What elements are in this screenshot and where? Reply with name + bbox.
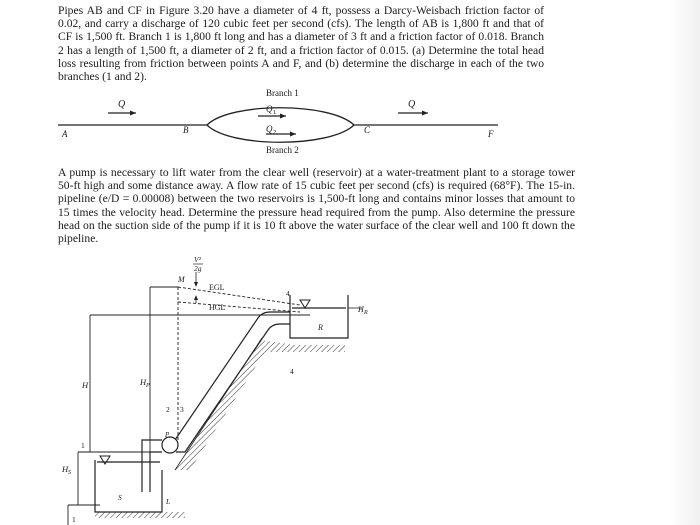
q1-subscript: 1 (273, 109, 277, 116)
hp-subscript: P (146, 383, 150, 389)
pipeline-outer (170, 312, 290, 440)
hgl-line (178, 302, 300, 312)
l-label: L (166, 497, 171, 506)
hp-label: H (140, 377, 147, 387)
node-1b-label: 1 (72, 515, 76, 524)
hr-label: H (358, 305, 364, 314)
suction-pipe (142, 440, 162, 492)
q2-label: Q (266, 124, 273, 134)
point-f-label: F (488, 129, 494, 139)
clear-well-water-level-icon (100, 456, 110, 464)
clear-well-base (95, 512, 185, 518)
s-label: S (118, 493, 122, 502)
branch-2-label: Branch 2 (266, 145, 299, 155)
branch-1-label: Branch 1 (266, 88, 299, 98)
tower-water-level-icon (300, 300, 310, 308)
ground-slope (175, 340, 345, 470)
egl-label: EGL (209, 283, 225, 292)
v2-numerator: V² (194, 255, 201, 264)
node-2-label: 2 (166, 405, 170, 414)
hgl-label: HGL (209, 303, 226, 312)
r-label: R (318, 323, 323, 332)
hr-subscript: R (364, 310, 368, 316)
q-left-label: Q (118, 99, 126, 110)
q1-label: Q (266, 104, 273, 114)
problem-2-text: A pump is necessary to lift water from the clear well (reservoir) at a water-treatment plant to a storage tower 50-ft high and some distance away. A flow rate of 15 cubic feet per second (cfs) is required (68°F). The 15-in. pipeline (e/D = 0.00008) between the two reservoirs is 1,500-ft long and contains minor losses that amount to 15 times the velocity head. Determine the pressure head required from the pump. Also determine the pressure head on the suction side of the pump if it is 10 ft above the water surface of the clear well and 100 ft down the pipeline. (58, 166, 575, 246)
q2-subscript: 2 (273, 129, 277, 136)
node-3-label: 3 (180, 405, 184, 414)
h-label: H (82, 380, 89, 390)
node-4a-label: 4 (286, 289, 290, 298)
point-c-label: C (364, 125, 371, 135)
hs-subscript: S (68, 470, 71, 476)
page-edge-shadow (670, 0, 700, 525)
node-4b-label: 4 (290, 367, 294, 376)
point-a-label: A (62, 129, 68, 139)
clear-well (95, 460, 162, 512)
pump-label: P (165, 431, 170, 439)
hs-label: H (62, 464, 69, 474)
v2-denominator: 2g (194, 264, 202, 273)
pump-icon (162, 437, 178, 453)
problem-1-text: Pipes AB and CF in Figure 3.20 have a diameter of 4 ft, possess a Darcy-Weisbach friction factor of 0.02, and carry a discharge of 120 cubic feet per second (cfs). The length of AB is 1,800 ft and that of CF is 1,500 ft. Branch 1 is 1,800 ft long and has a diameter of 3 ft and a friction factor of 0.018. Branch 2 has a length of 1,500 ft, a diameter of 2 ft, and a friction factor of 0.015. (a) Determine the total head loss resulting from friction between points A and F, and (b) determine the discharge in each of the two branches (1 and 2). (58, 4, 544, 84)
m-label: M (178, 275, 185, 284)
q-right-label: Q (408, 99, 416, 110)
point-b-label: B (183, 125, 189, 135)
node-1-label: 1 (81, 441, 85, 450)
